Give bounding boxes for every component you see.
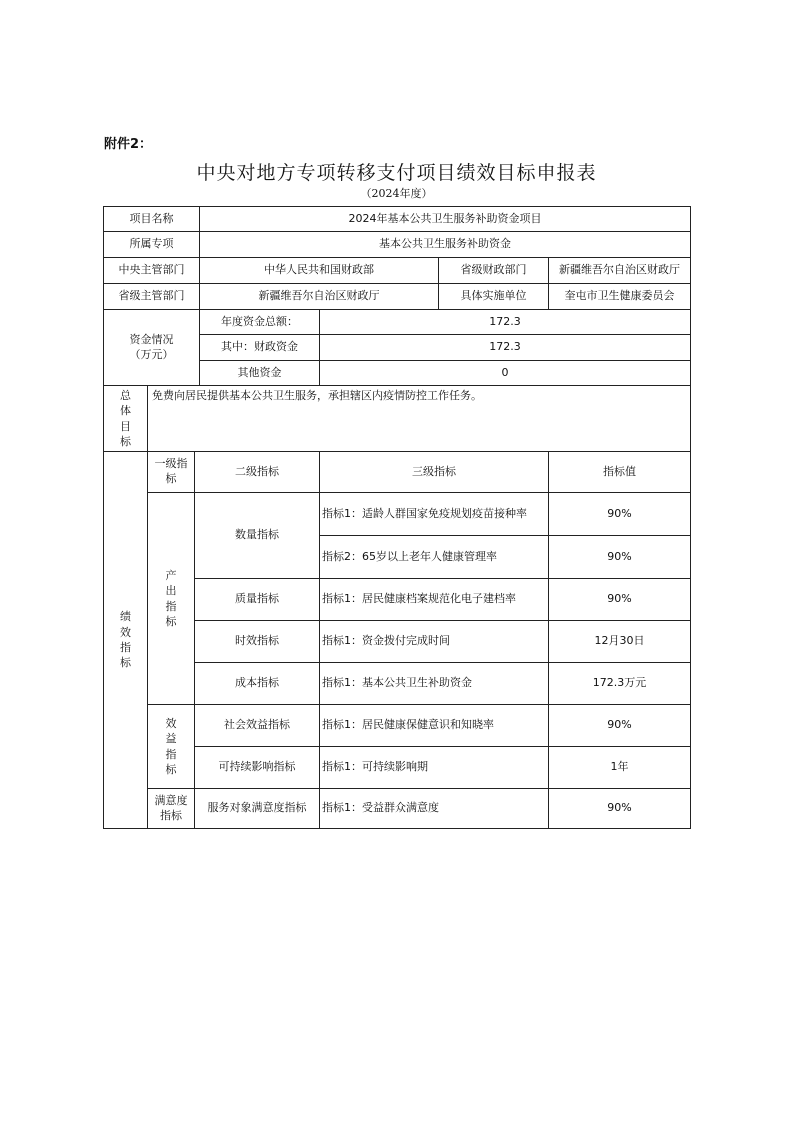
header-value: 指标值 — [549, 452, 691, 493]
output-label: 产出指标 — [165, 568, 177, 628]
quality-label: 质量指标 — [195, 579, 320, 621]
funds-other-label: 其他资金 — [200, 361, 320, 386]
quantity-indicator-1: 指标1：适龄人群国家免疫规划疫苗接种率 — [320, 493, 549, 536]
provincial-finance-label: 省级财政部门 — [439, 258, 549, 284]
sustainable-indicator-1: 指标1：可持续影响期 — [320, 747, 549, 789]
quantity-value-1: 90% — [549, 493, 691, 536]
row-provincial-dept — [104, 284, 691, 310]
overall-goal-text: 免费向居民提供基本公共卫生服务，承担辖区内疫情防控工作任务。 — [148, 386, 691, 452]
header-level1: 一级指标 — [148, 452, 195, 493]
benefit-label-cell — [148, 705, 195, 789]
project-name-value: 2024年基本公共卫生服务补助资金项目 — [200, 207, 691, 232]
satisfaction-label: 满意度指标 — [148, 789, 195, 829]
row-central-dept — [104, 258, 691, 284]
timeliness-value-1: 12月30日 — [549, 621, 691, 663]
timeliness-indicator-1: 指标1：资金拨付完成时间 — [320, 621, 549, 663]
header-level3: 三级指标 — [320, 452, 549, 493]
cost-label: 成本指标 — [195, 663, 320, 705]
central-dept-value: 中华人民共和国财政部 — [200, 258, 439, 284]
sustainable-value-1: 1年 — [549, 747, 691, 789]
performance-form-table — [103, 206, 691, 829]
row-social-benefit — [104, 705, 691, 747]
quality-value-1: 90% — [549, 579, 691, 621]
funds-label: 资金情况 — [129, 332, 174, 346]
header-level2: 二级指标 — [195, 452, 320, 493]
performance-label: 绩效指标 — [120, 610, 131, 670]
funds-finance-label: 其中：财政资金 — [200, 335, 320, 361]
provincial-dept-label: 省级主管部门 — [104, 284, 200, 310]
social-benefit-indicator-1: 指标1：居民健康保健意识和知晓率 — [320, 705, 549, 747]
cost-indicator-1: 指标1：基本公共卫生补助资金 — [320, 663, 549, 705]
service-satisfaction-label: 服务对象满意度指标 — [195, 789, 320, 829]
special-item-value: 基本公共卫生服务补助资金 — [200, 232, 691, 258]
overall-goal-label: 总体目标 — [120, 388, 131, 448]
funds-finance-value: 172.3 — [320, 335, 691, 361]
funds-total-value: 172.3 — [320, 310, 691, 335]
row-funds-total — [104, 310, 691, 335]
satisfaction-indicator-1: 指标1：受益群众满意度 — [320, 789, 549, 829]
quantity-indicator-2: 指标2：65岁以上老年人健康管理率 — [320, 536, 549, 579]
project-name-label: 项目名称 — [104, 207, 200, 232]
social-benefit-value-1: 90% — [549, 705, 691, 747]
social-benefit-label: 社会效益指标 — [195, 705, 320, 747]
funds-unit: （万元） — [129, 347, 174, 361]
attachment-label: 附件2： — [104, 137, 153, 152]
funds-total-label: 年度资金总额： — [200, 310, 320, 335]
implementing-unit-value: 奎屯市卫生健康委员会 — [549, 284, 691, 310]
output-label-cell — [148, 493, 195, 705]
quantity-label: 数量指标 — [195, 493, 320, 579]
provincial-dept-value: 新疆维吾尔自治区财政厅 — [200, 284, 439, 310]
quantity-value-2: 90% — [549, 536, 691, 579]
timeliness-label: 时效指标 — [195, 621, 320, 663]
benefit-label: 效益指标 — [165, 716, 177, 776]
form-title: 中央对地方专项转移支付项目绩效目标申报表 — [196, 162, 597, 184]
central-dept-label: 中央主管部门 — [104, 258, 200, 284]
overall-goal-label-cell — [104, 386, 148, 452]
funds-other-value: 0 — [320, 361, 691, 386]
performance-label-cell — [104, 452, 148, 829]
sustainable-label: 可持续影响指标 — [195, 747, 320, 789]
row-project-name — [104, 207, 691, 232]
cost-value-1: 172.3万元 — [549, 663, 691, 705]
quality-indicator-1: 指标1：居民健康档案规范化电子建档率 — [320, 579, 549, 621]
provincial-finance-value: 新疆维吾尔自治区财政厅 — [549, 258, 691, 284]
row-indicator-headers — [104, 452, 691, 493]
row-satisfaction — [104, 789, 691, 829]
funds-label-cell — [104, 310, 200, 386]
row-special-item — [104, 232, 691, 258]
satisfaction-value-1: 90% — [549, 789, 691, 829]
row-overall-goal — [104, 386, 691, 452]
row-quantity-1 — [104, 493, 691, 536]
form-year: （2024年度） — [360, 187, 433, 200]
implementing-unit-label: 具体实施单位 — [439, 284, 549, 310]
special-item-label: 所属专项 — [104, 232, 200, 258]
